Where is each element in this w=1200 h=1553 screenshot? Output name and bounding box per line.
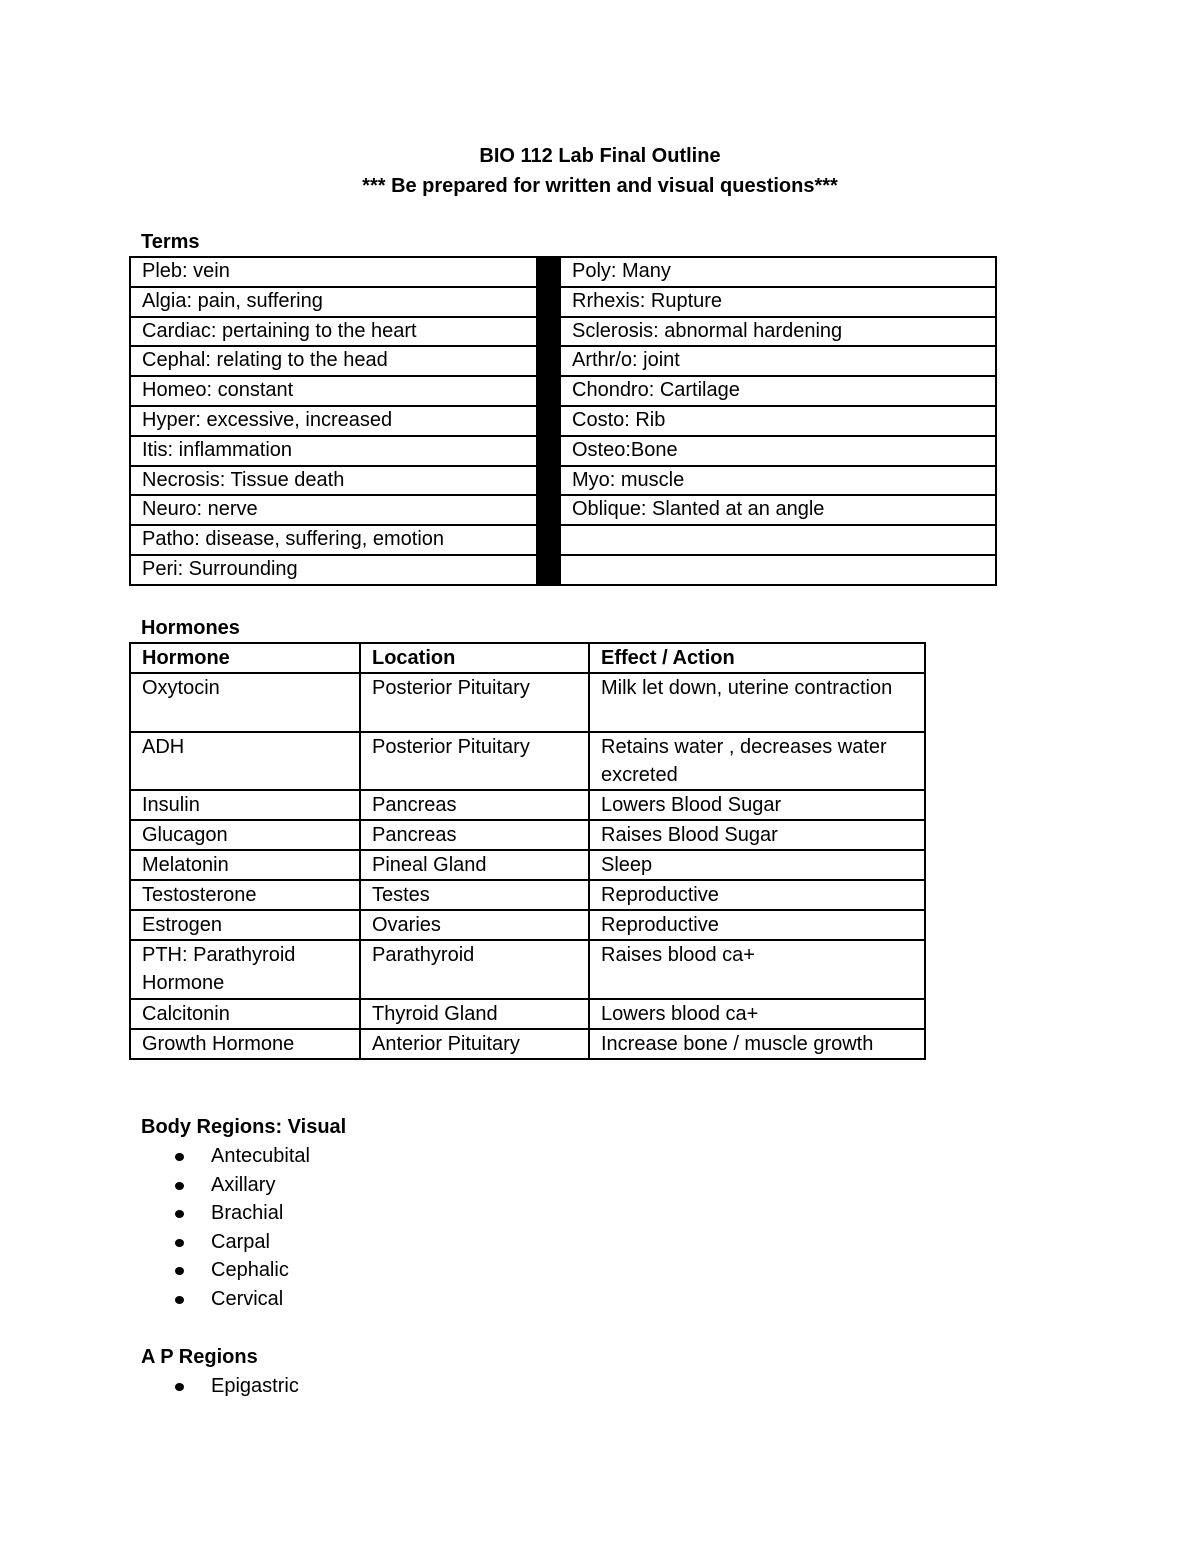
bullet-icon (175, 1267, 184, 1275)
term-cell: Hyper: excessive, increased (130, 406, 537, 436)
terms-row (130, 555, 996, 585)
table-row (130, 1029, 925, 1059)
bullet-icon (175, 1182, 184, 1190)
terms-divider (537, 376, 560, 406)
term-cell: Osteo:Bone (560, 436, 996, 466)
list-item-label: Cervical (211, 1287, 284, 1310)
table-row (130, 850, 925, 880)
terms-divider (537, 525, 560, 555)
table-row (130, 820, 925, 850)
terms-divider (537, 287, 560, 317)
location-cell: Posterior Pituitary (360, 673, 589, 732)
term-cell: Arthr/o: joint (560, 346, 996, 376)
bullet-icon (175, 1239, 184, 1247)
term-cell: Algia: pain, suffering (130, 287, 537, 317)
hormone-cell: Estrogen (130, 910, 360, 940)
list-item (0, 1142, 310, 1171)
term-cell: Homeo: constant (130, 376, 537, 406)
list-item (0, 1228, 310, 1257)
term-cell: Neuro: nerve (130, 495, 537, 525)
term-cell: Necrosis: Tissue death (130, 466, 537, 496)
list-item-label: Antecubital (211, 1145, 310, 1167)
hormone-cell: PTH: Parathyroid Hormone (130, 940, 360, 999)
location-cell: Thyroid Gland (360, 999, 589, 1029)
body-regions-heading: Body Regions: Visual (141, 1116, 347, 1138)
hormone-cell: Calcitonin (130, 999, 360, 1029)
list-item-label: Epigastric (211, 1375, 299, 1397)
location-cell: Pancreas (360, 790, 589, 820)
table-row (130, 673, 925, 732)
hormone-cell: Insulin (130, 790, 360, 820)
term-cell: Peri: Surrounding (130, 555, 537, 585)
term-cell: Cardiac: pertaining to the heart (130, 317, 537, 347)
effect-cell: Raises Blood Sugar (589, 820, 925, 850)
terms-row (130, 525, 996, 555)
location-cell: Pineal Gland (360, 850, 589, 880)
effect-cell: Reproductive (589, 910, 925, 940)
terms-row (130, 376, 996, 406)
list-item (0, 1285, 310, 1314)
term-cell: Costo: Rib (560, 406, 996, 436)
list-item-label: Brachial (211, 1202, 284, 1224)
term-cell: Myo: muscle (560, 466, 996, 496)
terms-divider (537, 406, 560, 436)
term-cell: Oblique: Slanted at an angle (560, 495, 996, 525)
effect-cell: Sleep (589, 850, 925, 880)
hormones-header-row (130, 643, 925, 673)
hormone-cell: Testosterone (130, 880, 360, 910)
bullet-icon (175, 1383, 184, 1391)
terms-divider (537, 495, 560, 525)
table-row (130, 880, 925, 910)
terms-table (129, 256, 997, 586)
terms-row (130, 257, 996, 287)
term-cell: Cephal: relating to the head (130, 346, 537, 376)
list-item (0, 1171, 310, 1200)
column-header: Effect / Action (589, 643, 925, 673)
column-header: Hormone (130, 643, 360, 673)
bullet-icon (175, 1296, 184, 1304)
list-item-label: Carpal (211, 1230, 270, 1253)
hormones-heading: Hormones (141, 617, 240, 639)
column-header: Location (360, 643, 589, 673)
list-item (0, 1256, 310, 1285)
effect-cell: Raises blood ca+ (589, 940, 925, 999)
hormone-cell: Oxytocin (130, 673, 360, 732)
terms-row (130, 436, 996, 466)
terms-row (130, 466, 996, 496)
location-cell: Parathyroid (360, 940, 589, 999)
terms-row (130, 495, 996, 525)
location-cell: Testes (360, 880, 589, 910)
hormone-cell: ADH (130, 732, 360, 791)
effect-cell: Lowers blood ca+ (589, 999, 925, 1029)
term-cell: Chondro: Cartilage (560, 376, 996, 406)
terms-row (130, 346, 996, 376)
term-cell: Itis: inflammation (130, 436, 537, 466)
body-regions-list (0, 1142, 310, 1313)
location-cell: Posterior Pituitary (360, 732, 589, 791)
terms-divider (537, 257, 560, 287)
list-item (0, 1372, 299, 1401)
location-cell: Pancreas (360, 820, 589, 850)
term-cell (560, 555, 996, 585)
terms-divider (537, 466, 560, 496)
table-row (130, 790, 925, 820)
list-item-label: Cephalic (211, 1259, 289, 1281)
terms-divider (537, 555, 560, 585)
hormone-cell: Growth Hormone (130, 1029, 360, 1059)
terms-row (130, 317, 996, 347)
bullet-icon (175, 1210, 184, 1218)
terms-row (130, 406, 996, 436)
table-row (130, 940, 925, 999)
bullet-icon (175, 1153, 184, 1161)
table-row (130, 910, 925, 940)
terms-divider (537, 317, 560, 347)
terms-divider (537, 436, 560, 466)
term-cell: Rrhexis: Rupture (560, 287, 996, 317)
terms-divider (537, 346, 560, 376)
ap-regions-list (0, 1372, 299, 1401)
list-item (0, 1199, 310, 1228)
list-item-label: Axillary (211, 1173, 276, 1196)
term-cell: Sclerosis: abnormal hardening (560, 317, 996, 347)
page-subtitle: *** Be prepared for written and visual questions*** (362, 175, 838, 197)
location-cell: Ovaries (360, 910, 589, 940)
effect-cell: Reproductive (589, 880, 925, 910)
terms-row (130, 287, 996, 317)
term-cell: Poly: Many (560, 257, 996, 287)
term-cell (560, 525, 996, 555)
location-cell: Anterior Pituitary (360, 1029, 589, 1059)
page-title: BIO 112 Lab Final Outline (479, 145, 721, 167)
hormone-cell: Glucagon (130, 820, 360, 850)
table-row (130, 999, 925, 1029)
hormones-table (129, 642, 926, 1060)
effect-cell: Milk let down, uterine contraction (589, 673, 925, 732)
ap-regions-heading: A P Regions (141, 1346, 258, 1368)
hormone-cell: Melatonin (130, 850, 360, 880)
term-cell: Pleb: vein (130, 257, 537, 287)
term-cell: Patho: disease, suffering, emotion (130, 525, 537, 555)
effect-cell: Retains water , decreases water excreted (589, 732, 925, 791)
terms-heading: Terms (141, 231, 200, 253)
effect-cell: Increase bone / muscle growth (589, 1029, 925, 1059)
effect-cell: Lowers Blood Sugar (589, 790, 925, 820)
table-row (130, 732, 925, 791)
